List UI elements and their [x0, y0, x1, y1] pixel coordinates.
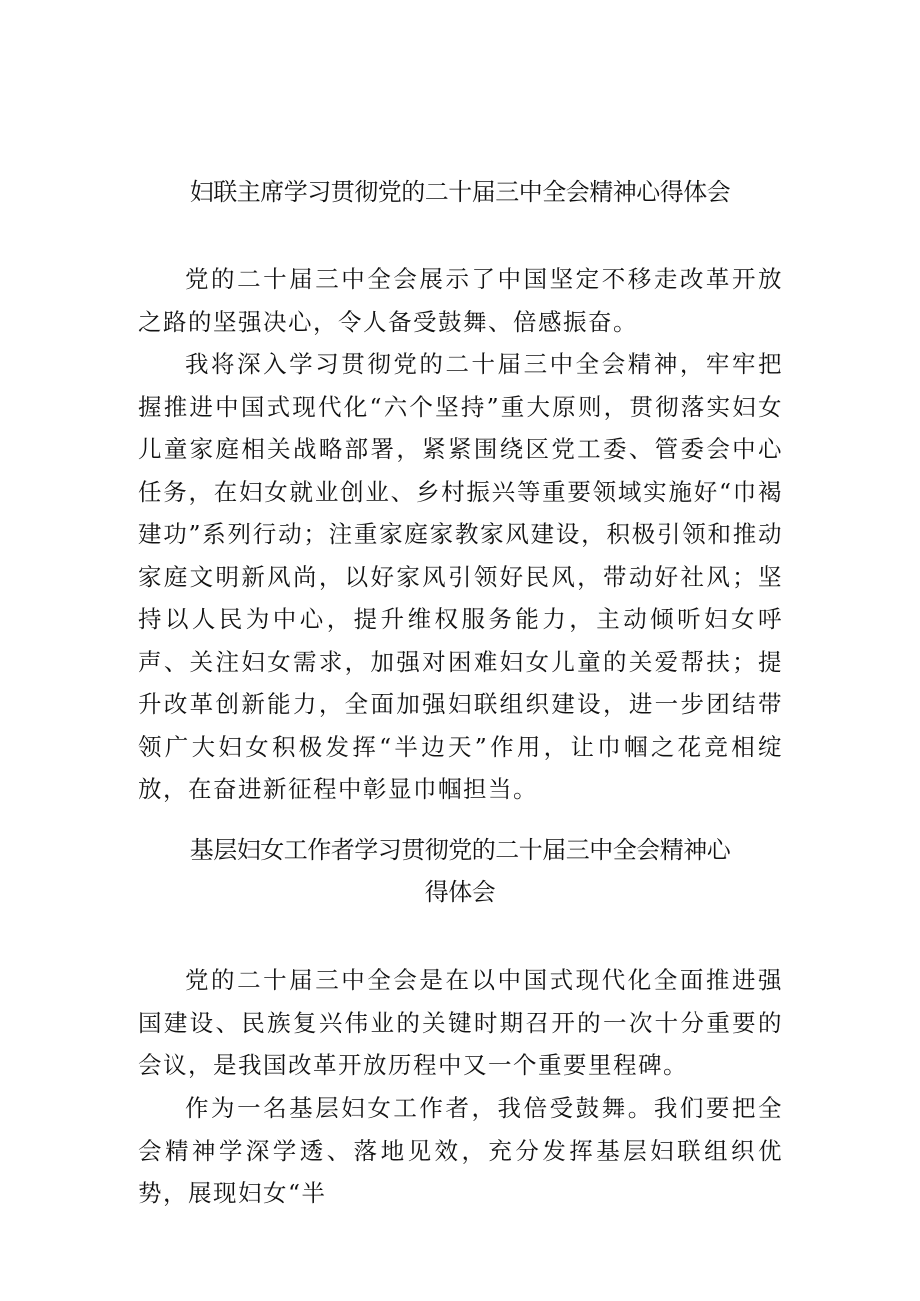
section-2-title [0, 829, 920, 913]
section-2-paragraph-2: 作为一名基层妇女工作者，我倍受鼓舞。我们要把全会精神学深学透、落地见效，充分发挥基层妇联组织优势，展现妇女“半 [138, 1094, 783, 1207]
section-2-title-line-2: 得体会 [424, 878, 496, 906]
section-2-paragraph-1: 党的二十届三中全会是在以中国式现代化全面推进强国建设、民族复兴伟业的关键时期召开的一次十分重要的会议，是我国改革开放历程中又一个重要里程碑。 [138, 966, 783, 1079]
section-1-paragraph-1: 党的二十届三中全会展示了中国坚定不移走改革开放之路的坚强决心，令人备受鼓舞、倍感振奋。 [138, 265, 783, 336]
section-2-title-line-1: 基层妇女工作者学习贯彻党的二十届三中全会精神心 [189, 836, 731, 864]
section-1-paragraph-2: 我将深入学习贯彻党的二十届三中全会精神，牢牢把握推进中国式现代化“六个坚持”重大原则，贯彻落实妇女儿童家庭相关战略部署，紧紧围绕区党工委、管委会中心任务，在妇女就业创业、乡村振兴等重要领域实施好“巾褐建功”系列行动；注重家庭家教家风建设，积极引领和推动家庭文明新风尚，以好家风引领好民风，带动好社风；坚持以人民为中心，提升维权服务能力，主动倾听妇女呼声、关注妇女需求，加强对困难妇女儿童的关爱帮扶；提升改革创新能力，全面加强妇联组织建设，进一步团结带领广大妇女积极发挥“半边天”作用，让巾帼之花竞相绽放，在奋进新征程中彰显巾帼担当。 [138, 350, 783, 803]
section-1-title: 妇联主席学习贯彻党的二十届三中全会精神心得体会 [189, 178, 731, 206]
